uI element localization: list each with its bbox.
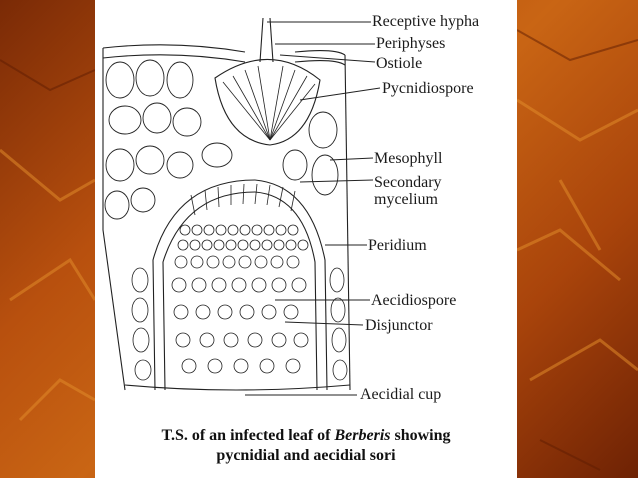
figure-caption bbox=[95, 426, 517, 466]
caption-line2: pycnidial and aecidial sori bbox=[216, 447, 396, 464]
caption-genus: Berberis bbox=[334, 427, 391, 444]
label-ostiole: Ostiole bbox=[376, 55, 423, 72]
label-aecidiospore: Aecidiospore bbox=[371, 292, 457, 309]
label-pycnidiospore: Pycnidiospore bbox=[382, 80, 474, 97]
label-periphyses: Periphyses bbox=[376, 35, 446, 52]
diagram-panel bbox=[95, 0, 517, 478]
label-aecidial-cup: Aecidial cup bbox=[360, 386, 442, 403]
label-secondary-mycelium: Secondary mycelium bbox=[374, 174, 442, 208]
label-disjunctor: Disjunctor bbox=[365, 317, 433, 334]
caption-part2: showing bbox=[390, 427, 451, 444]
label-peridium: Peridium bbox=[368, 237, 427, 254]
leaf-section-drawing bbox=[95, 0, 517, 478]
caption-part1: T.S. of an infected leaf of bbox=[161, 427, 335, 444]
label-mesophyll: Mesophyll bbox=[374, 150, 443, 167]
label-receptive-hypha: Receptive hypha bbox=[372, 13, 480, 30]
